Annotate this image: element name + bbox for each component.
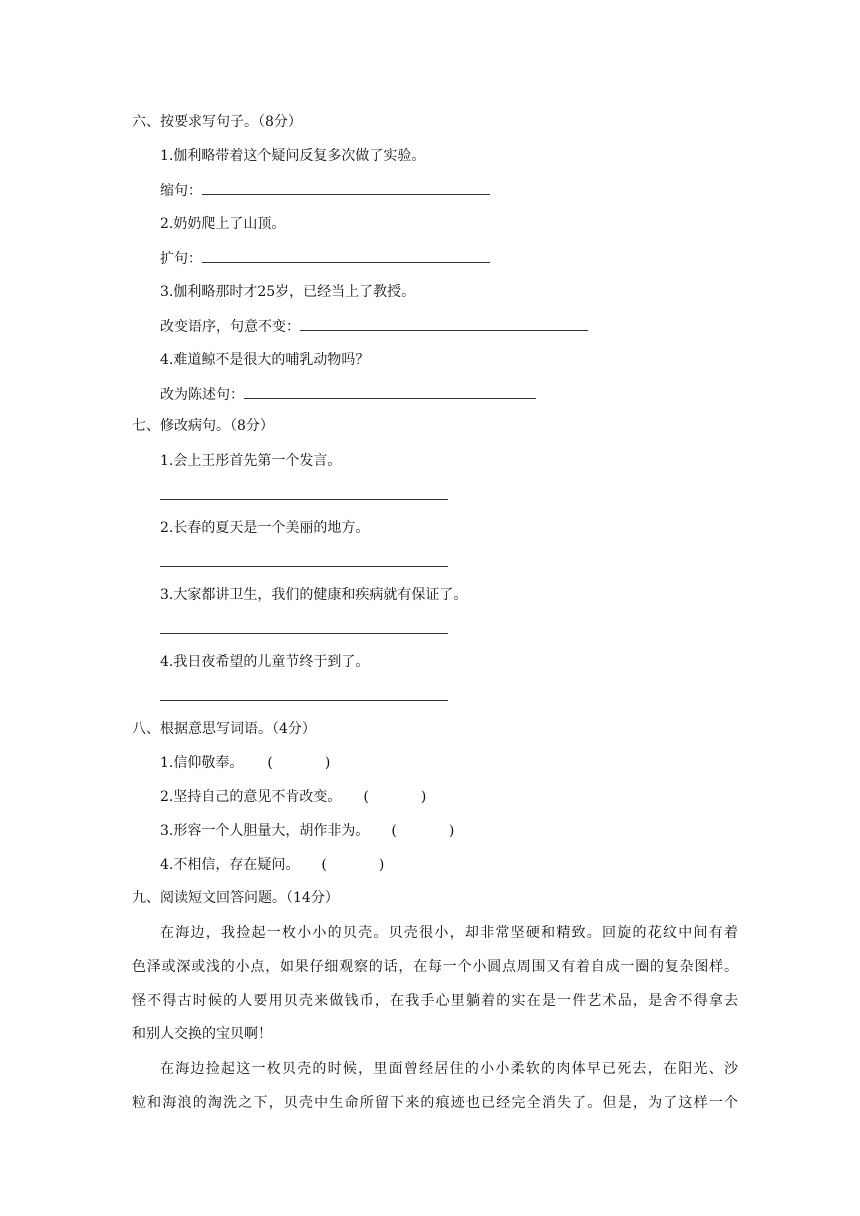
- s7-q3-sentence: 3.大家都讲卫生，我们的健康和疾病就有保证了。: [160, 587, 468, 603]
- s6-q1-answer-blank[interactable]: [202, 180, 490, 195]
- s6-q1-prompt: 缩句：: [160, 183, 202, 199]
- s7-q2-answer-line[interactable]: [160, 566, 448, 567]
- s6-q4-prompt: 改为陈述句：: [160, 387, 244, 403]
- reading-p2-line1: 在海边捡起这一枚贝壳的时候，里面曾经居住的小小柔软的肉体早已死去，在阳光、沙: [160, 1061, 738, 1077]
- s6-q4-sentence: 4.难道鲸不是很大的哺乳动物吗？: [160, 352, 370, 368]
- s6-q1-answer: [160, 180, 490, 201]
- section-6-heading: 六、按要求写句子。（8分）: [132, 114, 302, 130]
- reading-p2-line2: 粒和海浪的淘洗之下，贝壳中生命所留下来的痕迹也已经完全消失了。但是，为了这样一个: [132, 1095, 738, 1111]
- reading-p1-line4: 和别人交换的宝贝啊！: [132, 1026, 272, 1042]
- s8-q2-answer-paren[interactable]: ( ): [363, 789, 427, 805]
- s8-q4-answer-paren[interactable]: ( ): [321, 857, 385, 873]
- s7-q3-answer-line[interactable]: [160, 633, 448, 634]
- s6-q2-answer-blank[interactable]: [202, 248, 490, 263]
- reading-p1-line3: 怪不得古时候的人要用贝壳来做钱币，在我手心里躺着的实在是一件艺术品，是舍不得拿去: [132, 993, 738, 1009]
- reading-p1-line1: 在海边，我捡起一枚小小的贝壳。贝壳很小，却非常坚硬和精致。回旋的花纹中间有着: [160, 925, 738, 941]
- s6-q4-answer: [160, 384, 536, 405]
- s7-q1-sentence: 1.会上王彤首先第一个发言。: [160, 453, 342, 469]
- s7-q1-answer-line[interactable]: [160, 499, 448, 500]
- section-9-heading: 九、阅读短文回答问题。（14分）: [132, 890, 339, 906]
- s8-q3-sentence: 3.形容一个人胆量大，胡作非为。: [160, 823, 370, 839]
- s6-q3-prompt: 改变语序，句意不变：: [160, 319, 300, 335]
- s6-q3-answer: [160, 316, 588, 337]
- s6-q1-sentence: 1.伽利略带着这个疑问反复多次做了实验。: [160, 148, 426, 164]
- s6-q3-answer-blank[interactable]: [300, 316, 588, 331]
- s8-q1: [160, 753, 330, 773]
- section-8-heading: 八、根据意思写词语。（4分）: [132, 721, 316, 737]
- s8-q2-sentence: 2.坚持自己的意见不肯改变。: [160, 789, 342, 805]
- s7-q4-answer-line[interactable]: [160, 700, 448, 701]
- s6-q2-sentence: 2.奶奶爬上了山顶。: [160, 216, 286, 232]
- s8-q4: [160, 855, 384, 875]
- s8-q3-answer-paren[interactable]: ( ): [391, 823, 455, 839]
- reading-p1-line2: 色泽或深或浅的小点，如果仔细观察的话，在每一个小圆点周围又有着自成一圈的复杂图样。: [132, 959, 738, 975]
- section-7-heading: 七、修改病句。（8分）: [132, 418, 274, 434]
- s6-q3-sentence: 3.伽利略那时才25岁，已经当上了教授。: [160, 284, 416, 300]
- s8-q1-answer-paren[interactable]: ( ): [267, 755, 331, 771]
- s8-q2: [160, 787, 426, 807]
- s8-q4-sentence: 4.不相信，存在疑问。: [160, 857, 300, 873]
- s7-q2-sentence: 2.长春的夏天是一个美丽的地方。: [160, 520, 370, 536]
- s8-q3: [160, 821, 454, 841]
- s8-q1-sentence: 1.信仰敬奉。: [160, 755, 244, 771]
- s6-q4-answer-blank[interactable]: [244, 384, 536, 399]
- s6-q2-answer: [160, 248, 490, 269]
- s6-q2-prompt: 扩句：: [160, 251, 202, 267]
- s7-q4-sentence: 4.我日夜希望的儿童节终于到了。: [160, 654, 370, 670]
